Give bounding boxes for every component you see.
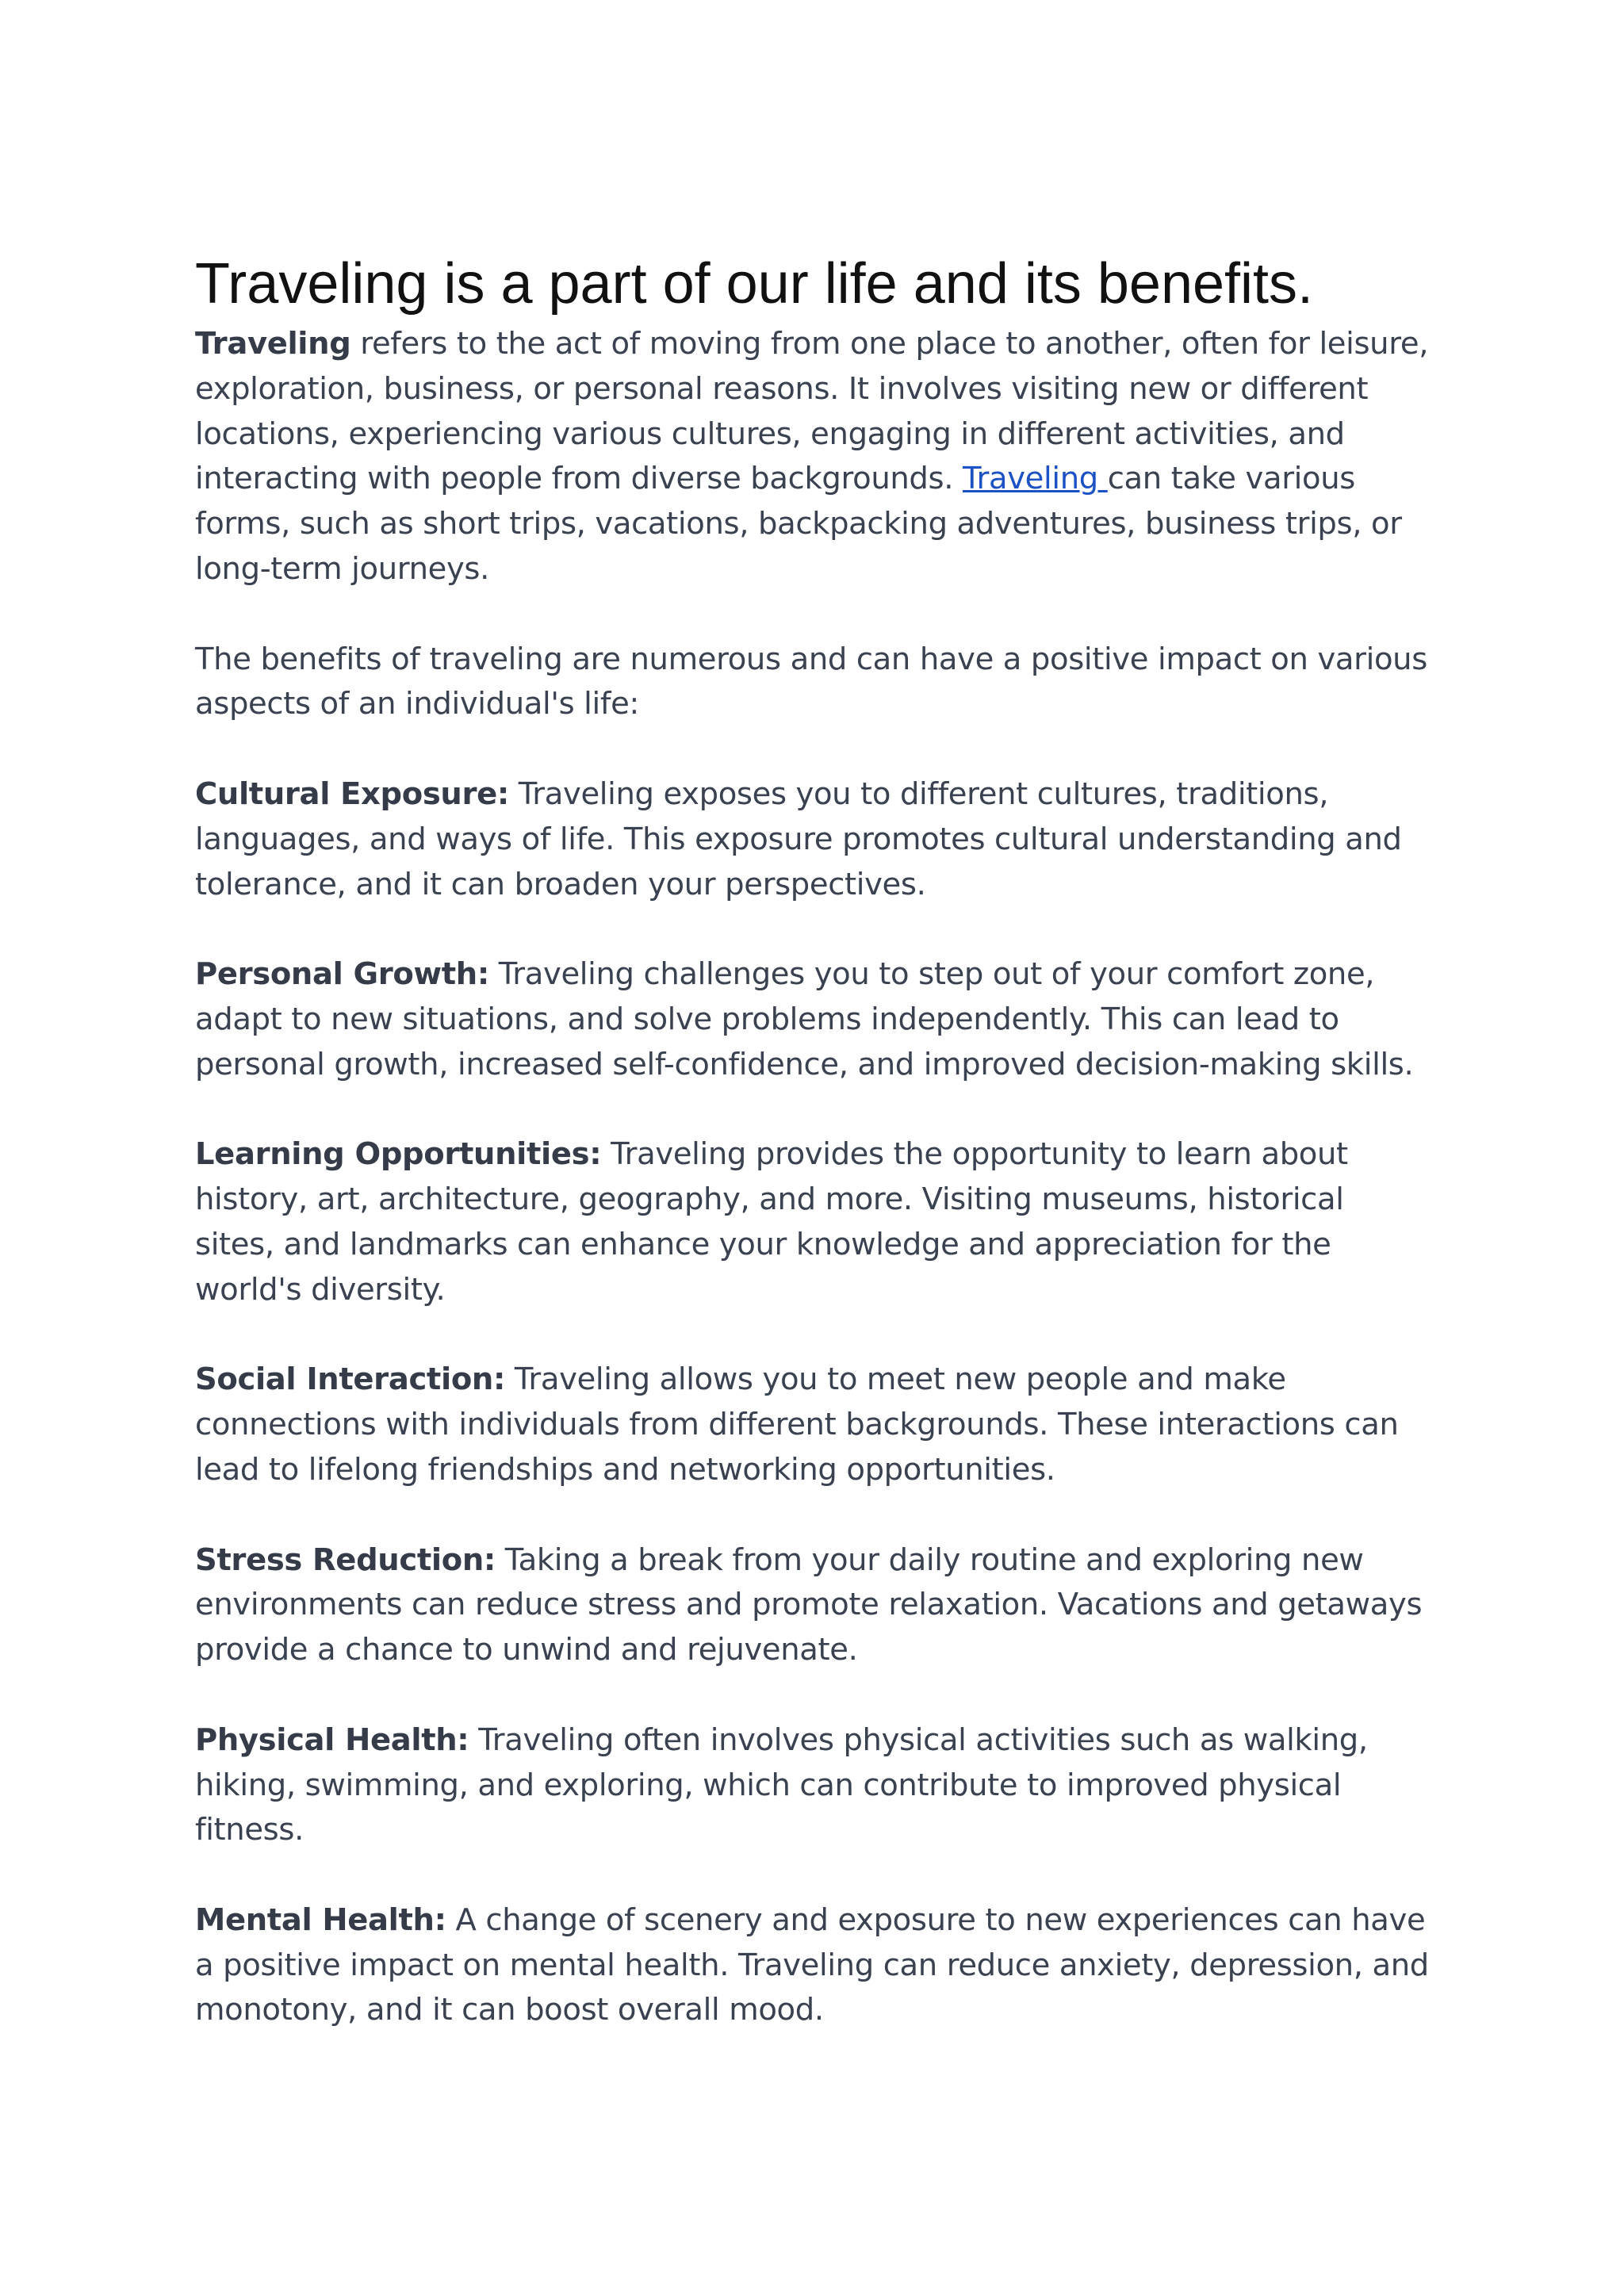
benefit-social-interaction: [195, 1358, 1432, 1492]
intro-bold-term: Traveling: [195, 326, 351, 362]
benefit-personal-growth: [195, 952, 1432, 1087]
document-title: Traveling is a part of our life and its benefits.: [195, 252, 1314, 316]
benefit-text: Traveling allows you to meet new people and make connections with individuals from different backgrounds. These interactions can lead to lifelong friendships and networking opportunities.: [195, 1361, 1399, 1488]
intro-text-continued: can take various forms, such as short trips, vacations, backpacking adventures, business trips, or long-term journeys.: [195, 461, 1402, 587]
benefit-heading: Cultural Exposure:: [195, 776, 509, 812]
benefit-heading: Learning Opportunities:: [195, 1136, 602, 1173]
benefit-text: Traveling challenges you to step out of your comfort zone, adapt to new situations, and solve problems independently. This can lead to personal growth, increased self-confidence, and improved decision-making skills.: [195, 956, 1414, 1082]
benefit-text: Traveling provides the opportunity to learn about history, art, architecture, geography, and more. Visiting museums, historical sites, and landmarks can enhance your knowledge and appreciation for the world's diversity.: [195, 1136, 1348, 1308]
benefit-heading: Stress Reduction:: [195, 1541, 496, 1578]
benefit-text: Traveling often involves physical activities such as walking, hiking, swimming, and exploring, which can contribute to improved physical fitness.: [195, 1721, 1368, 1848]
benefit-stress-reduction: [195, 1538, 1432, 1673]
benefit-text: Traveling exposes you to different cultures, traditions, languages, and ways of life. This exposure promotes cultural understanding and tolerance, and it can broaden your perspectives.: [195, 776, 1402, 902]
intro-text: refers to the act of moving from one place to another, often for leisure, exploration, business, or personal reasons. It involves visiting new or different locations, experiencing various cultures, engaging in different activities, and interacting with people from diverse backgrounds.: [195, 326, 1429, 497]
benefit-learning-opportunities: [195, 1132, 1432, 1312]
benefit-mental-health: [195, 1898, 1432, 2033]
benefit-physical-health: [195, 1718, 1432, 1853]
intro-paragraph: [195, 322, 1432, 592]
traveling-link[interactable]: Traveling: [963, 461, 1108, 497]
benefit-heading: Physical Health:: [195, 1721, 469, 1758]
benefit-heading: Mental Health:: [195, 1901, 446, 1938]
document-page: [195, 247, 1432, 2078]
benefit-cultural-exposure: [195, 772, 1432, 907]
benefit-heading: Personal Growth:: [195, 956, 489, 993]
benefit-text: Taking a break from your daily routine and exploring new environments can reduce stress and promote relaxation. Vacations and getaways provide a chance to unwind and rejuvenate.: [195, 1541, 1423, 1668]
benefits-intro-paragraph: The benefits of traveling are numerous and can have a positive impact on various aspects of an individual's life:: [195, 641, 1427, 722]
benefit-heading: Social Interaction:: [195, 1361, 506, 1398]
benefit-text: A change of scenery and exposure to new experiences can have a positive impact on mental health. Traveling can reduce anxiety, depression, and monotony, and it can boost overall mood.: [195, 1901, 1429, 2028]
